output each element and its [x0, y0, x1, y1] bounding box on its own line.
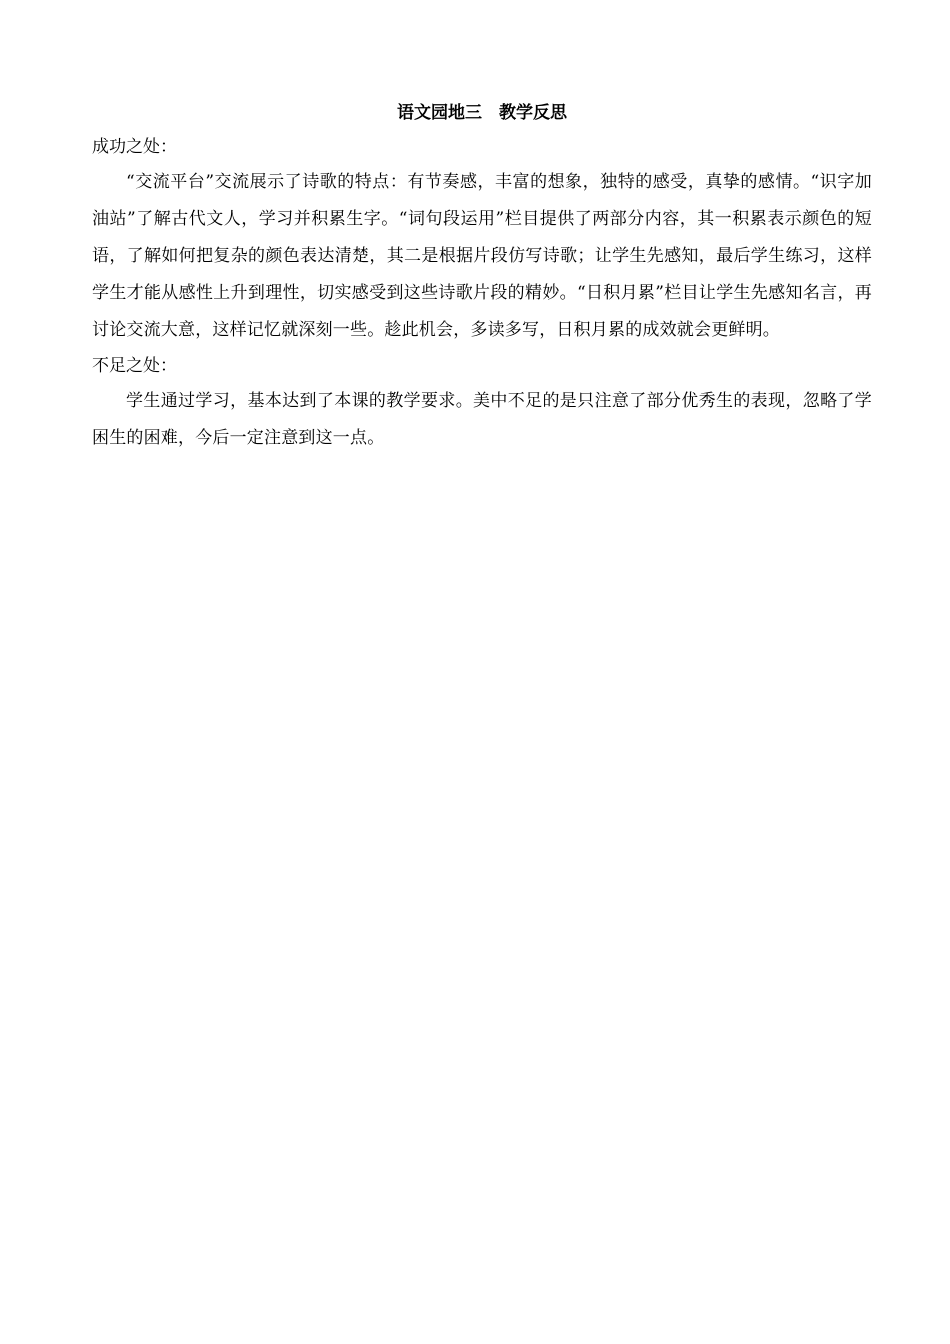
document-title: 语文园地三 教学反思 [397, 103, 567, 123]
document-page [92, 96, 872, 457]
section-success [92, 130, 872, 349]
section-paragraph-shortcoming: 学生通过学习，基本达到了本课的教学要求。美中不足的是只注意了部分优秀生的表现，忽略了学困生的困难，今后一定注意到这一点。 [92, 391, 872, 448]
section-heading-shortcoming: 不足之处： [92, 356, 177, 376]
section-heading-success: 成功之处： [92, 137, 177, 157]
section-shortcoming [92, 349, 872, 457]
section-paragraph-success: “交流平台”交流展示了诗歌的特点：有节奏感，丰富的想象，独特的感受，真挚的感情。“识字加油站”了解古代文人，学习并积累生字。“词句段运用”栏目提供了两部分内容，其一积累表示颜色的短语，了解如何把复杂的颜色表达清楚，其二是根据片段仿写诗歌；让学生先感知，最后学生练习，这样学生才能从感性上升到理性，切实感受到这些诗歌片段的精妙。“日积月累”栏目让学生先感知名言，再讨论交流大意，这样记忆就深刻一些。趁此机会，多读多写，日积月累的成效就会更鲜明。 [92, 172, 872, 340]
